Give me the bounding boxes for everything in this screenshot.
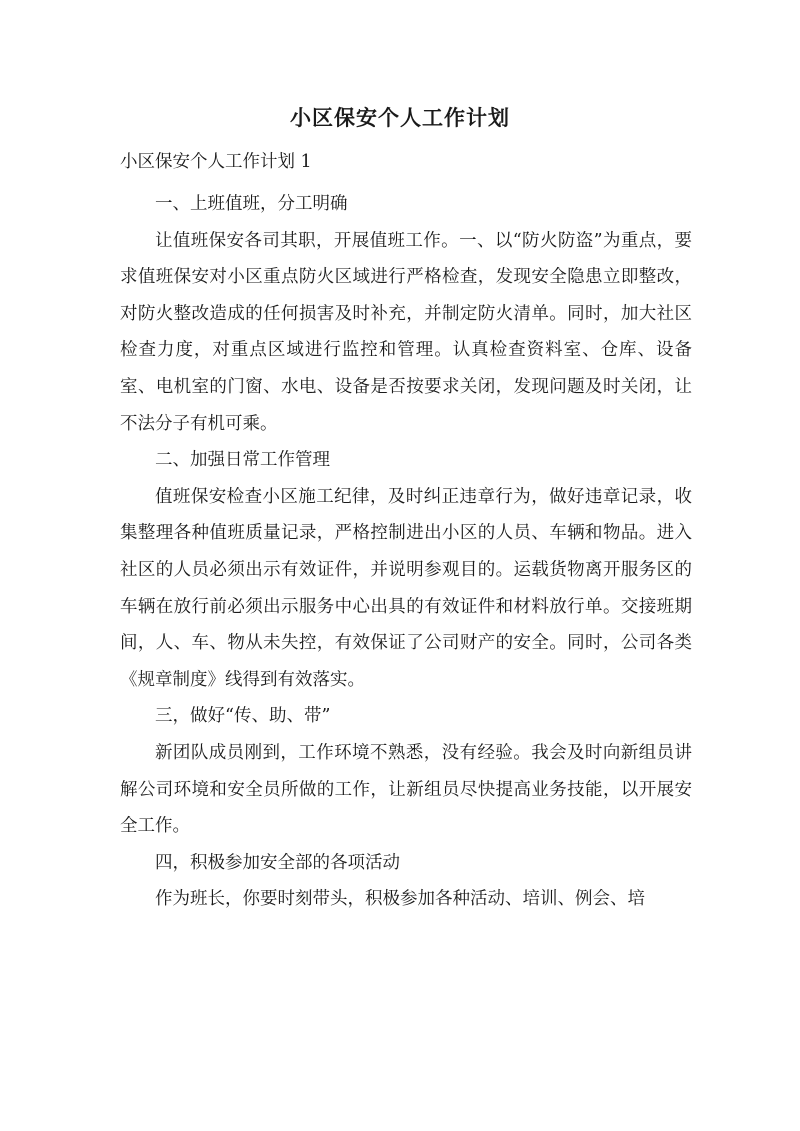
section-paragraph-4: 作为班长，你要时刻带头，积极参加各种活动、培训、例会、培 [155,889,645,910]
section-paragraph-3: 新团队成员刚到，工作环境不熟悉，没有经验。我会及时向新组员讲解公司环境和安全员所做的工作，让新组员尽快提高业务技能，以开展安全工作。 [120,742,692,837]
document-subtitle: 小区保安个人工作计划 1 [120,152,312,172]
document-title: 小区保安个人工作计划 [290,105,510,130]
section-paragraph-1: 让值班保安各司其职，开展值班工作。一、以“防火防盗”为重点，要求值班保安对小区重点防火区域进行严格检查，发现安全隐患立即整改，对防火整改造成的任何损害及时补充，并制定防火清单。同时，加大社区检查力度，对重点区域进行监控和管理。认真检查资料室、仓库、设备室、电机室的门窗、水电、设备是否按要求关闭，发现问题及时关闭，让不法分子有机可乘。 [120,230,692,434]
section-heading-1: 一、上班值班，分工明确 [155,194,348,214]
section-heading-4: 四，积极参加安全部的各项活动 [155,852,400,873]
document-body [120,186,692,918]
section-heading-2: 二、加强日常工作管理 [155,450,330,471]
section-heading-3: 三，做好“传、助、带” [155,706,331,727]
section-paragraph-2: 值班保安检查小区施工纪律，及时纠正违章行为，做好违章记录，收集整理各种值班质量记录，严格控制进出小区的人员、车辆和物品。进入社区的人员必须出示有效证件，并说明参观目的。运载货物离开服务区的车辆在放行前必须出示服务中心出具的有效证件和材料放行单。交接班期间，人、车、物从未失控，有效保证了公司财产的安全。同时，公司各类《规章制度》线得到有效落实。 [120,486,692,690]
